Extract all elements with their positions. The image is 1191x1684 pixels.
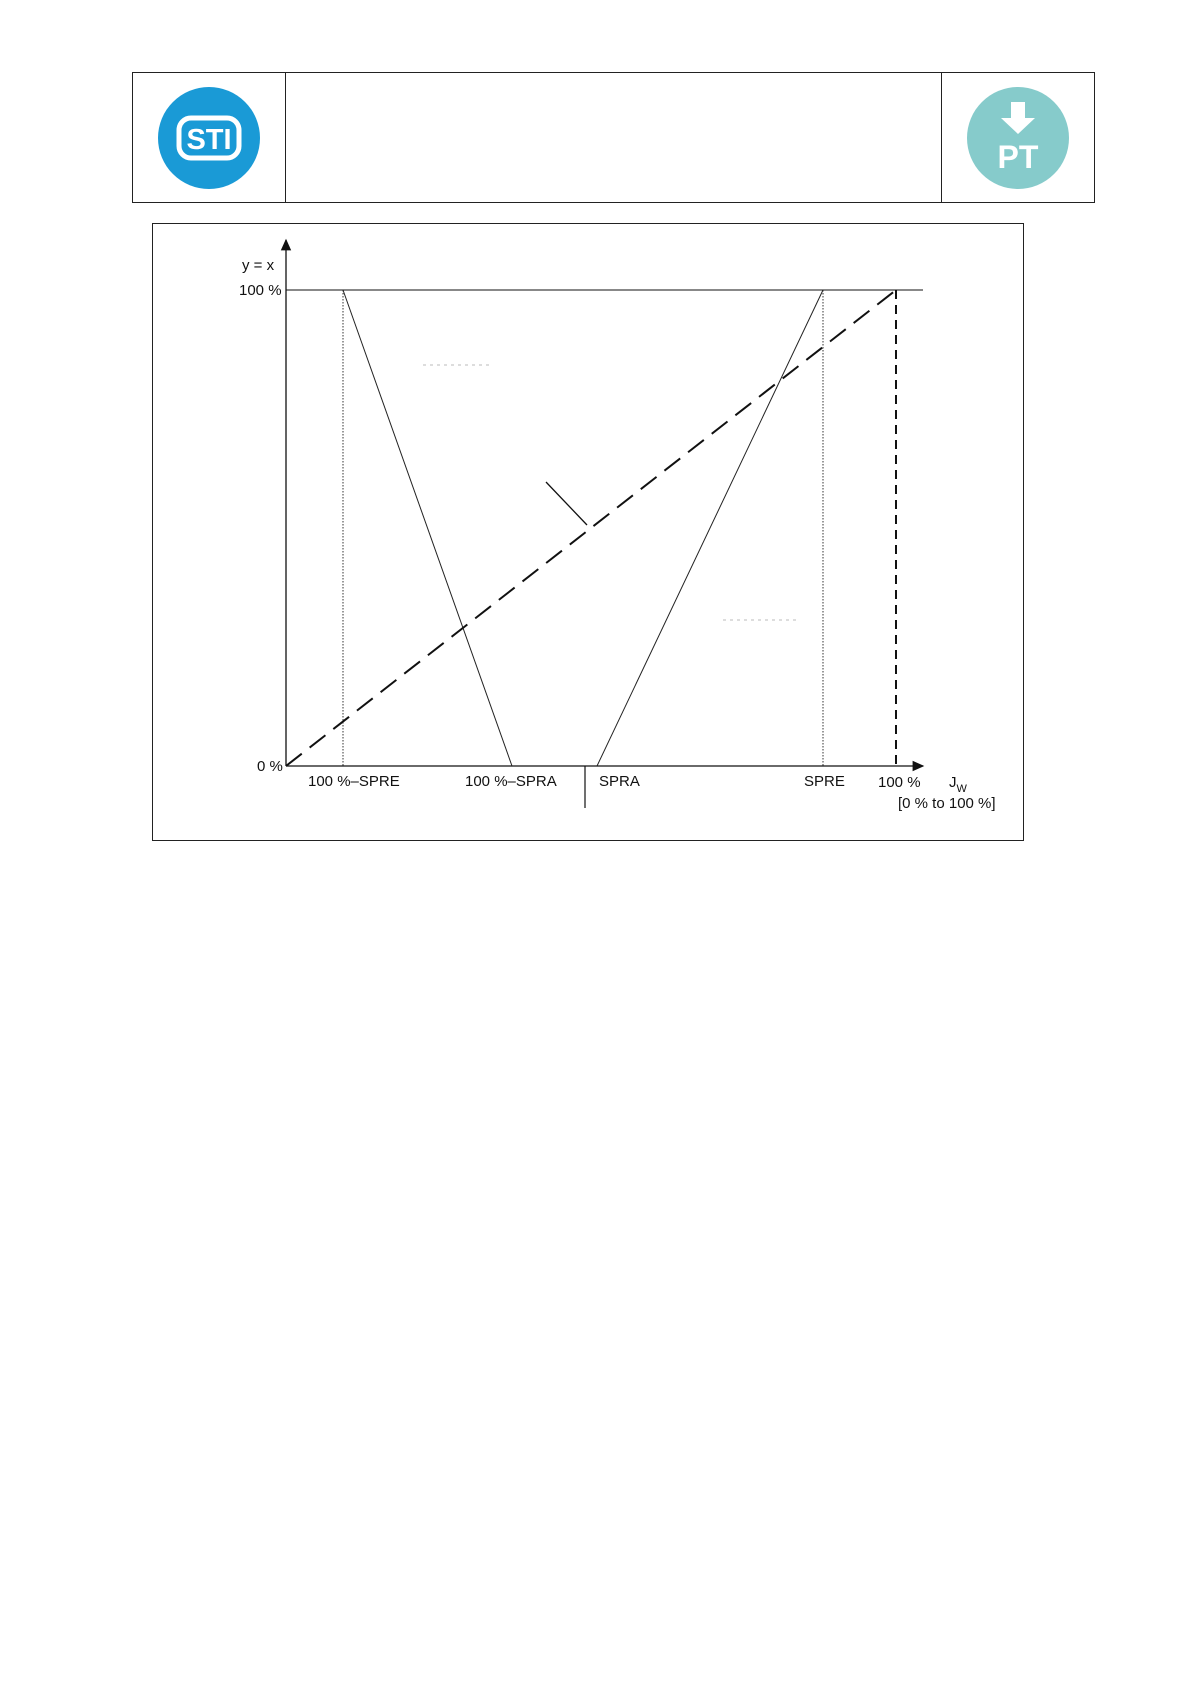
- x-tick-label: 100 %: [878, 774, 921, 791]
- x-axis-label-sub: W: [956, 783, 967, 795]
- valve-a-characteristic: [343, 290, 512, 766]
- pt-badge-text: PT: [997, 138, 1039, 175]
- sti-logo-text: STI: [186, 123, 232, 156]
- diagonal-pointer: [546, 482, 587, 525]
- split-range-diagram: [152, 223, 1024, 841]
- sti-logo: [157, 86, 261, 190]
- x-axis-label: [949, 774, 968, 795]
- x-axis-range-note: [0 % to 100 %]: [898, 795, 996, 812]
- diagram-canvas: [153, 224, 1025, 842]
- header-logo-cell: [133, 73, 286, 202]
- header-title-cell: [286, 73, 941, 202]
- y-axis-label: y = x: [242, 257, 275, 274]
- x-tick-label: SPRA: [599, 773, 640, 790]
- y-tick-100: 100 %: [239, 282, 282, 299]
- valve-b-characteristic: [597, 290, 823, 766]
- y-tick-0: 0 %: [257, 758, 283, 775]
- x-tick-label: SPRE: [804, 773, 845, 790]
- x-tick-label: 100 %–SPRA: [465, 773, 557, 790]
- header-badge-cell: [941, 73, 1094, 202]
- document-header: [132, 72, 1095, 203]
- diagonal-y-equals-x: [286, 290, 896, 766]
- pt-language-badge: [966, 86, 1070, 190]
- x-axis-label-main: J: [949, 774, 957, 791]
- x-tick-label: 100 %–SPRE: [308, 773, 400, 790]
